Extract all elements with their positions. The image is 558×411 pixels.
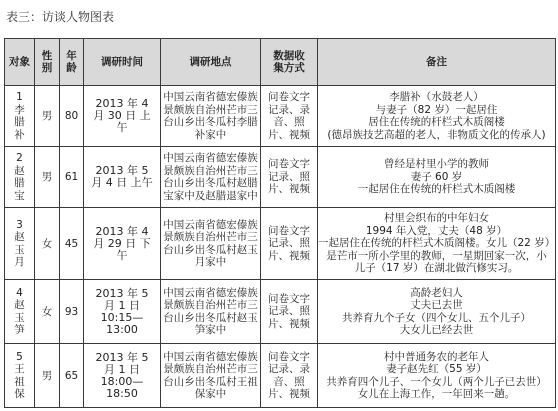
note-line: 高龄老妇人 — [410, 286, 463, 299]
note-line: 村里会织布的中年妇女 — [384, 212, 489, 225]
note-line: 妻子 60 岁 — [410, 170, 463, 183]
cell-gender: 男 — [35, 344, 60, 408]
cell-note — [318, 208, 556, 280]
cell-age: 65 — [60, 344, 84, 408]
cell-place: 中国云南省德宏傣族景颇族自治州芒市三台山乡出冬瓜村赵腊宝家中及赵腊退家中 — [161, 147, 261, 208]
note-line: 居住在传统的杆栏式木质阁楼 — [368, 116, 505, 128]
cell-method: 问卷文字记录、照片、视频 — [261, 147, 318, 208]
cell-note — [318, 280, 556, 344]
cell-method: 问卷文字记录、录音、照片、视频 — [261, 86, 318, 147]
cell-subject: 5王祖保 — [5, 344, 35, 408]
note-line: 共养育四个儿子、一个女儿（两个儿子已去世） — [326, 375, 547, 388]
cell-time: 2013 年 4 月 30 日 上午 — [84, 86, 161, 147]
cell-method: 问卷文字记录、照片、视频 — [261, 280, 318, 344]
cell-place: 中国云南省德宏傣族景颇族自治州芒市三台山乡出冬瓜村赵玉月家中 — [161, 208, 261, 280]
cell-age: 61 — [60, 147, 84, 208]
cell-note — [318, 86, 556, 147]
header-gender: 性别 — [35, 39, 60, 86]
header-age: 年龄 — [60, 39, 84, 86]
note-line: 是芒市一所小学里的教师，一星期回家一次，小儿子（17 岁）在湖北做汽修实习。 — [326, 249, 547, 275]
cell-place: 中国云南省德宏傣族景颇族自治州芒市三台山乡出冬瓜村赵玉笋家中 — [161, 280, 261, 344]
note-line: 1994 年入党，丈夫（48 岁） — [365, 224, 508, 237]
header-note: 备注 — [318, 39, 556, 86]
note-line: 与妻子（82 岁）一起居住 — [375, 103, 498, 116]
interview-table — [4, 38, 556, 408]
note-line: 一起居住在传统的杆栏式木质阁楼 — [357, 183, 516, 196]
cell-place: 中国云南省德宏傣族景颇族自治州芒市三台山乡出冬瓜村李腊补家中 — [161, 86, 261, 147]
note-line: 女儿在上海工作，一年回来一趟。 — [357, 388, 516, 400]
note-line: 曾经是村里小学的教师 — [384, 158, 489, 171]
header-subject: 对象 — [5, 39, 35, 86]
note-line: 李腊补（水鼓老人） — [389, 91, 484, 103]
header-row — [5, 39, 556, 86]
note-line: 丈夫已去世 — [410, 299, 463, 311]
table-row — [5, 344, 556, 408]
table-row — [5, 86, 556, 147]
cell-age: 45 — [60, 208, 84, 280]
header-time: 调研时间 — [84, 39, 161, 86]
cell-gender: 女 — [35, 280, 60, 344]
table-row — [5, 208, 556, 280]
cell-gender: 女 — [35, 208, 60, 280]
cell-time: 2013 年 4 月 29 日 下午 — [84, 208, 161, 280]
cell-method: 问卷文字记录、录音、照片、视频 — [261, 344, 318, 408]
cell-gender: 男 — [35, 147, 60, 208]
cell-time: 2013 年 5 月 4 日 上午 — [84, 147, 161, 208]
table-caption: 表三：访谈人物图表 — [6, 10, 115, 24]
cell-note — [318, 147, 556, 208]
note-line: 一起居住在传统的杆栏式木质阁楼。女儿（22 岁） — [318, 237, 556, 250]
header-method: 数据收集方式 — [261, 39, 318, 86]
cell-subject: 1李腊补 — [5, 86, 35, 147]
note-line: 大女儿已经去世 — [399, 324, 474, 336]
cell-subject: 4赵玉笋 — [5, 280, 35, 344]
cell-note — [318, 344, 556, 408]
table-row — [5, 280, 556, 344]
header-place: 调研地点 — [161, 39, 261, 86]
note-line: 共养育九个子女（四个女儿、五个儿子） — [342, 311, 531, 324]
note-line: 村中普通务农的老年人 — [384, 350, 489, 363]
cell-time: 2013 年 5 月 1 日 10:15—13:00 — [84, 280, 161, 344]
cell-method: 问卷文字记录、照片、视频 — [261, 208, 318, 280]
cell-age: 80 — [60, 86, 84, 147]
cell-age: 93 — [60, 280, 84, 344]
cell-time: 2013 年 5 月 1 日 18:00—18:50 — [84, 344, 161, 408]
note-line: (德昂族技艺高超的老人，非物质文化的传承人) — [327, 128, 546, 141]
note-line: 妻子赵先红（55 岁） — [386, 363, 487, 375]
cell-subject: 2赵腊宝 — [5, 147, 35, 208]
table-row — [5, 147, 556, 208]
cell-subject: 3赵玉月 — [5, 208, 35, 280]
cell-place: 中国云南省德宏傣族景颇族自治州芒市三台山乡出冬瓜村王祖保家中 — [161, 344, 261, 408]
cell-gender: 男 — [35, 86, 60, 147]
